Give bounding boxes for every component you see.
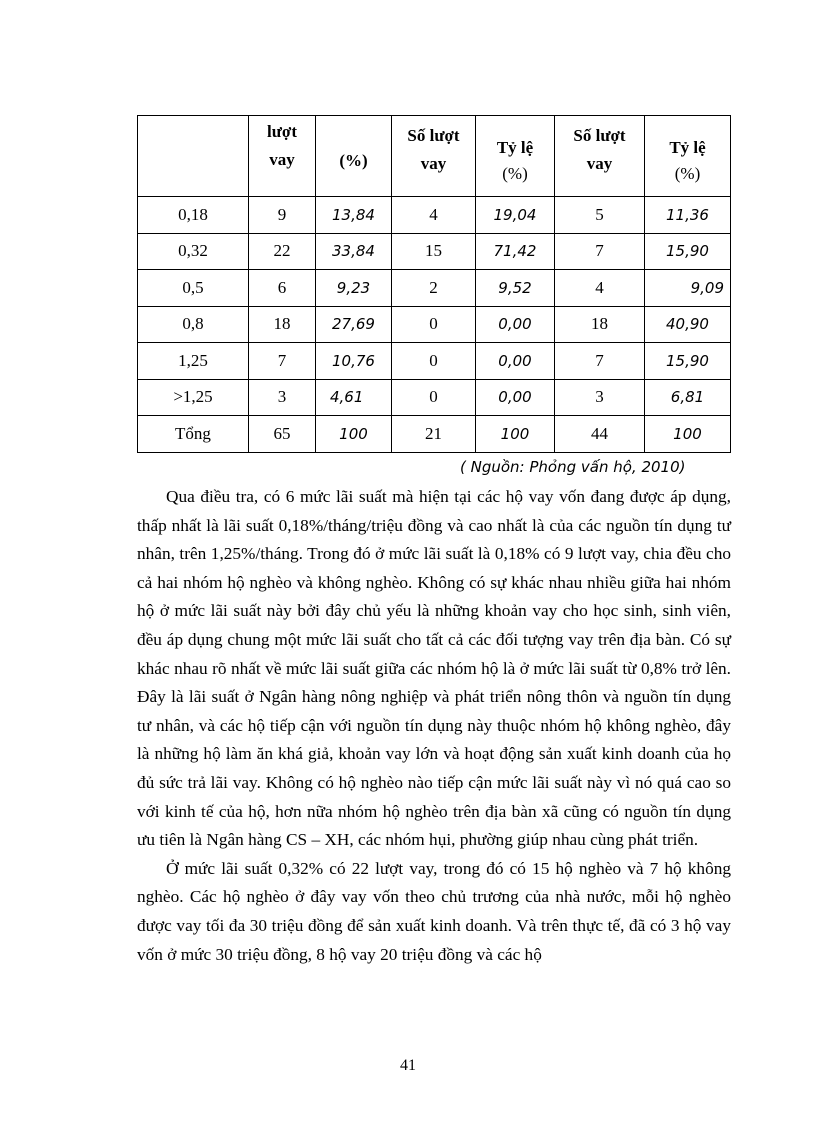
poor-ratio-cell: 0,00 [476,306,555,343]
nonpoor-count-cell: 7 [555,233,645,270]
header-poor-ratio: Tỷ lệ (%) [476,116,555,197]
body-text [137,483,731,969]
table-row [138,306,731,343]
nonpoor-count-cell: 4 [555,270,645,307]
header-loan-count: lượt vay [249,116,316,197]
poor-ratio-cell: 9,52 [476,270,555,307]
table-total-row [138,416,731,453]
nonpoor-count-cell: 7 [555,343,645,380]
header-percent: (%) [316,116,392,197]
total-label-cell: Tổng [138,416,249,453]
nonpoor-count-cell: 44 [555,416,645,453]
count-cell: 18 [249,306,316,343]
count-cell: 22 [249,233,316,270]
table-row [138,379,731,416]
poor-ratio-cell: 19,04 [476,197,555,234]
count-cell: 3 [249,379,316,416]
table-source-note: ( Nguồn: Phỏng vấn hộ, 2010) [460,458,686,476]
percent-cell: 33,84 [316,233,392,270]
percent-cell: 27,69 [316,306,392,343]
nonpoor-count-cell: 5 [555,197,645,234]
table-row [138,343,731,380]
header-rate [138,116,249,197]
poor-count-cell: 15 [392,233,476,270]
rate-cell: >1,25 [138,379,249,416]
percent-cell: 10,76 [316,343,392,380]
count-cell: 7 [249,343,316,380]
table-header-row [138,116,731,197]
poor-ratio-cell: 0,00 [476,379,555,416]
paragraph: Ở mức lãi suất 0,32% có 22 lượt vay, trong đó có 15 hộ nghèo và 7 hộ không nghèo. Các hộ nghèo ở đây vay vốn theo chủ trương của nhà nước, mỗi hộ nghèo được vay tối đa 30 triệu đồng để sản xuất kinh doanh. Và trên thực tế, đã có 3 hộ vay vốn ở mức 30 triệu đồng, 8 hộ vay 20 triệu đồng và các hộ [137,858,731,964]
nonpoor-count-cell: 18 [555,306,645,343]
nonpoor-ratio-cell: 15,90 [645,233,731,270]
table-row [138,197,731,234]
percent-cell: 13,84 [316,197,392,234]
nonpoor-ratio-cell: 15,90 [645,343,731,380]
interest-rate-table [137,115,731,453]
poor-count-cell: 4 [392,197,476,234]
paragraph: Qua điều tra, có 6 mức lãi suất mà hiện tại các hộ vay vốn đang được áp dụng, thấp nhất là lãi suất 0,18%/tháng/triệu đồng và cao nhất là của các nguồn tín dụng tư nhân, trên 1,25%/tháng. Trong đó ở mức lãi suất là 0,18% có 9 lượt vay, chia đều cho cả hai nhóm hộ nghèo và không nghèo. Không có sự khác nhau nhiều giữa hai nhóm hộ ở mức lãi suất này bởi đây chủ yếu là những khoản vay cho học sinh, sinh viên, đều áp dụng chung một mức lãi suất cho tất cả các đối tượng vay trên địa bàn. Có sự khác nhau rõ nhất về mức lãi suất giữa các nhóm hộ là ở mức lãi suất từ 0,8% trở lên. Đây là lãi suất ở Ngân hàng nông nghiệp và phát triển nông thôn và nguồn tín dụng tư nhân, và các hộ tiếp cận với nguồn tín dụng này thuộc nhóm hộ không nghèo, đây là những hộ làm ăn khá giả, khoản vay lớn và hoạt động sản xuất kinh doanh của họ đủ sức trả lãi vay. Không có hộ nghèo nào tiếp cận mức lãi suất này vì nó quá cao so với kinh tế của hộ, hơn nữa nhóm hộ nghèo trên địa bàn xã cũng có nguồn tín dụng ưu tiên là Ngân hàng CS – XH, các nhóm hụi, phường giúp nhau cùng phát triển. [137,487,731,850]
rate-cell: 0,5 [138,270,249,307]
table-row [138,270,731,307]
header-nonpoor-loan-count: Số lượt vay [555,116,645,197]
poor-count-cell: 0 [392,379,476,416]
poor-count-cell: 2 [392,270,476,307]
nonpoor-ratio-cell: 9,09 [645,270,731,307]
count-cell: 65 [249,416,316,453]
nonpoor-ratio-cell: 6,81 [645,379,731,416]
poor-ratio-cell: 0,00 [476,343,555,380]
rate-cell: 1,25 [138,343,249,380]
count-cell: 6 [249,270,316,307]
nonpoor-ratio-cell: 11,36 [645,197,731,234]
nonpoor-ratio-cell: 40,90 [645,306,731,343]
nonpoor-count-cell: 3 [555,379,645,416]
page-number: 41 [400,1057,416,1074]
table-row [138,233,731,270]
poor-count-cell: 21 [392,416,476,453]
count-cell: 9 [249,197,316,234]
poor-count-cell: 0 [392,343,476,380]
poor-ratio-cell: 100 [476,416,555,453]
rate-cell: 0,32 [138,233,249,270]
percent-cell: 9,23 [316,270,392,307]
rate-cell: 0,8 [138,306,249,343]
poor-ratio-cell: 71,42 [476,233,555,270]
poor-count-cell: 0 [392,306,476,343]
percent-cell: 100 [316,416,392,453]
percent-cell: 4,61 [316,379,392,416]
nonpoor-ratio-cell: 100 [645,416,731,453]
header-nonpoor-ratio: Tỷ lệ (%) [645,116,731,197]
header-poor-loan-count: Số lượt vay [392,116,476,197]
rate-cell: 0,18 [138,197,249,234]
